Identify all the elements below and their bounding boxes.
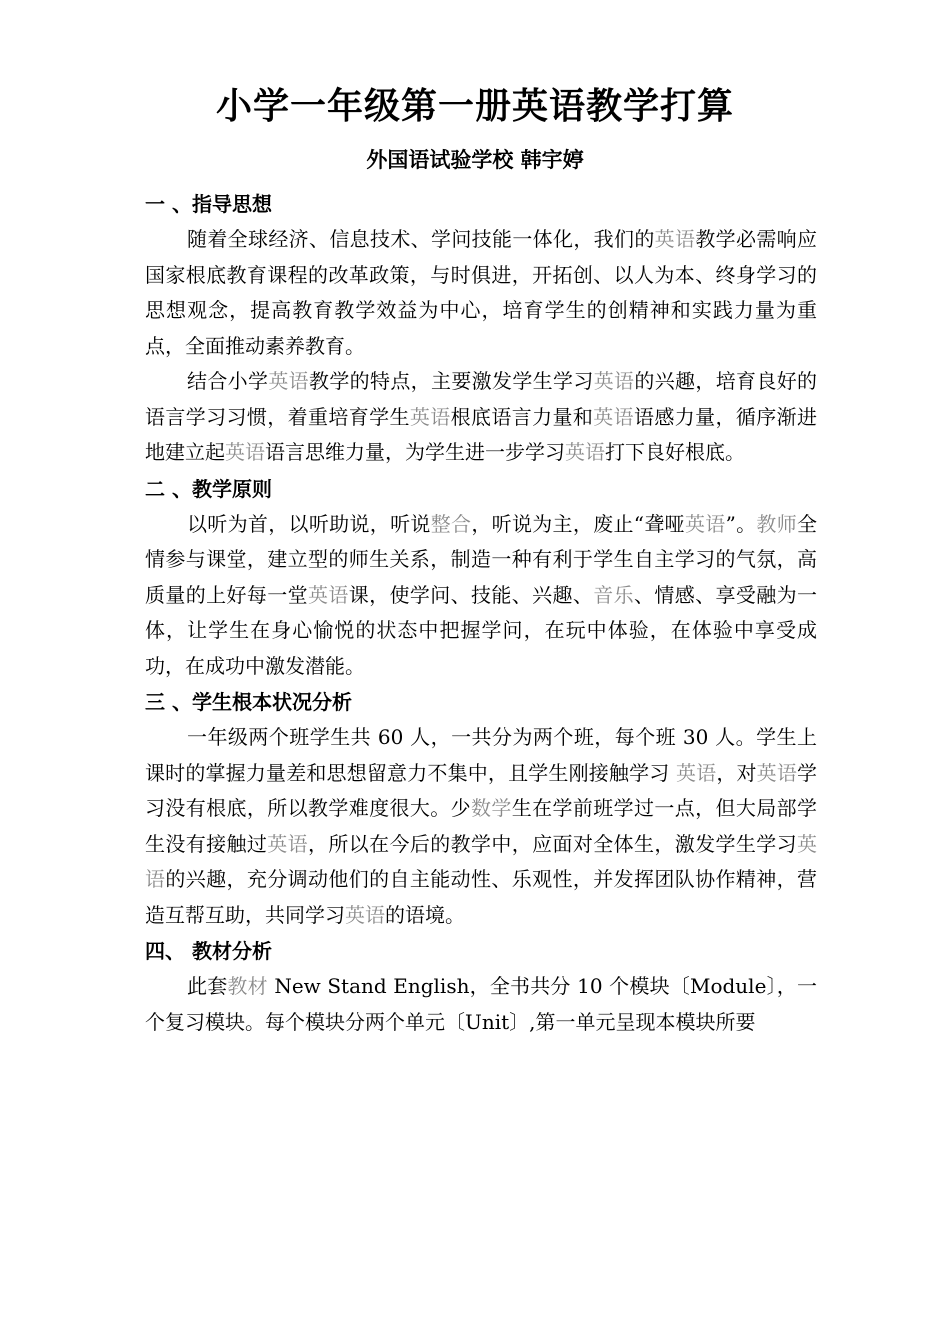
section-heading-textbook-analysis: 四、 教材分析 [145, 939, 272, 963]
highlighted-term: 数学 [471, 796, 512, 820]
paragraph: 以听为首，以听助说，听说整合，听说为主，废止“聋哑英语”。教师全情参与课堂，建立型的师生关系，制造一种有利于学生自主学习的气氛，高质量的上好每一堂英语课，使学问、技能、兴趣、音乐、情感、享受融为一体，让学生在身心愉悦的状态中把握学问，在玩中体验，在体验中享受成功，在成功中激发潜能。 [145, 511, 818, 678]
highlighted-term: 英语 [267, 831, 308, 856]
document-body [145, 186, 817, 1040]
section-heading-teaching-principles: 二 、教学原则 [145, 476, 272, 501]
section-heading-student-analysis: 三 、学生根本状况分析 [145, 690, 352, 714]
highlighted-term: 英语 [565, 440, 605, 464]
highlighted-term: 英语 [225, 440, 265, 464]
highlighted-term: 英语 [308, 582, 349, 607]
highlighted-term: 英语 [756, 760, 798, 785]
highlighted-term: 英语 [145, 831, 817, 891]
document-subtitle: 外国语试验学校 韩宇婷 [366, 148, 584, 172]
paragraph: 一年级两个班学生共 60 人，一共分为两个班，每个班 30 人。学生上课时的掌握力量差和思想留意力不集中，且学生刚接触学习 英语，对英语学习没有根底，所以教学难度很大。少数学生在学前班学过一点，但大局部学生没有接触过英语，所以在今后的教学中，应面对全体生，激发学生学习英语的兴趣，充分调动他们的自主能动性、乐观性，并发挥团队协作精神，营造互帮互助，共同学习英语的语境。 [145, 725, 818, 927]
highlighted-term: 英语 [593, 404, 634, 429]
section-heading-guiding-ideology: 一 、指导思想 [145, 192, 272, 216]
paragraph: 结合小学英语教学的特点，主要激发学生学习英语的兴趣，培育良好的语言学习习惯，着重培育学生英语根底语言力量和英语语感力量，循序渐进地建立起英语语言思维力量，为学生进一步学习英语打下良好根底。 [145, 369, 818, 464]
highlighted-term: 英语 [593, 369, 635, 393]
highlighted-term: 英语 [268, 369, 310, 393]
highlighted-term: 教材 [227, 974, 268, 998]
highlighted-term: 英语 [345, 902, 385, 927]
highlighted-term: 英语 [675, 760, 717, 785]
highlighted-term: 音乐 [593, 582, 634, 607]
highlighted-term: 英语 [409, 404, 451, 429]
highlighted-term: 教师 [756, 511, 798, 536]
paragraph: 随着全球经济、信息技术、学问技能一体化，我们的英语教学必需响应国家根底教育课程的改革政策，与时俱进，开拓创、以人为本、终身学习的思想观念，提高教育教学效益为中心，培育学生的创精神和实践力量为重点，全面推动素养教育。 [145, 227, 818, 358]
document-title: 小学一年级第一册英语教学打算 [215, 86, 734, 127]
paragraph: 此套教材 New Stand English，全书共分 10 个模块〔Module〕，一个复习模块。每个模块分两个单元〔Unit〕,第一单元呈现本模块所要 [145, 974, 817, 1034]
highlighted-term: 英语 [684, 511, 726, 536]
highlighted-term: 英语 [654, 227, 696, 251]
highlighted-term: 整合 [430, 511, 472, 536]
